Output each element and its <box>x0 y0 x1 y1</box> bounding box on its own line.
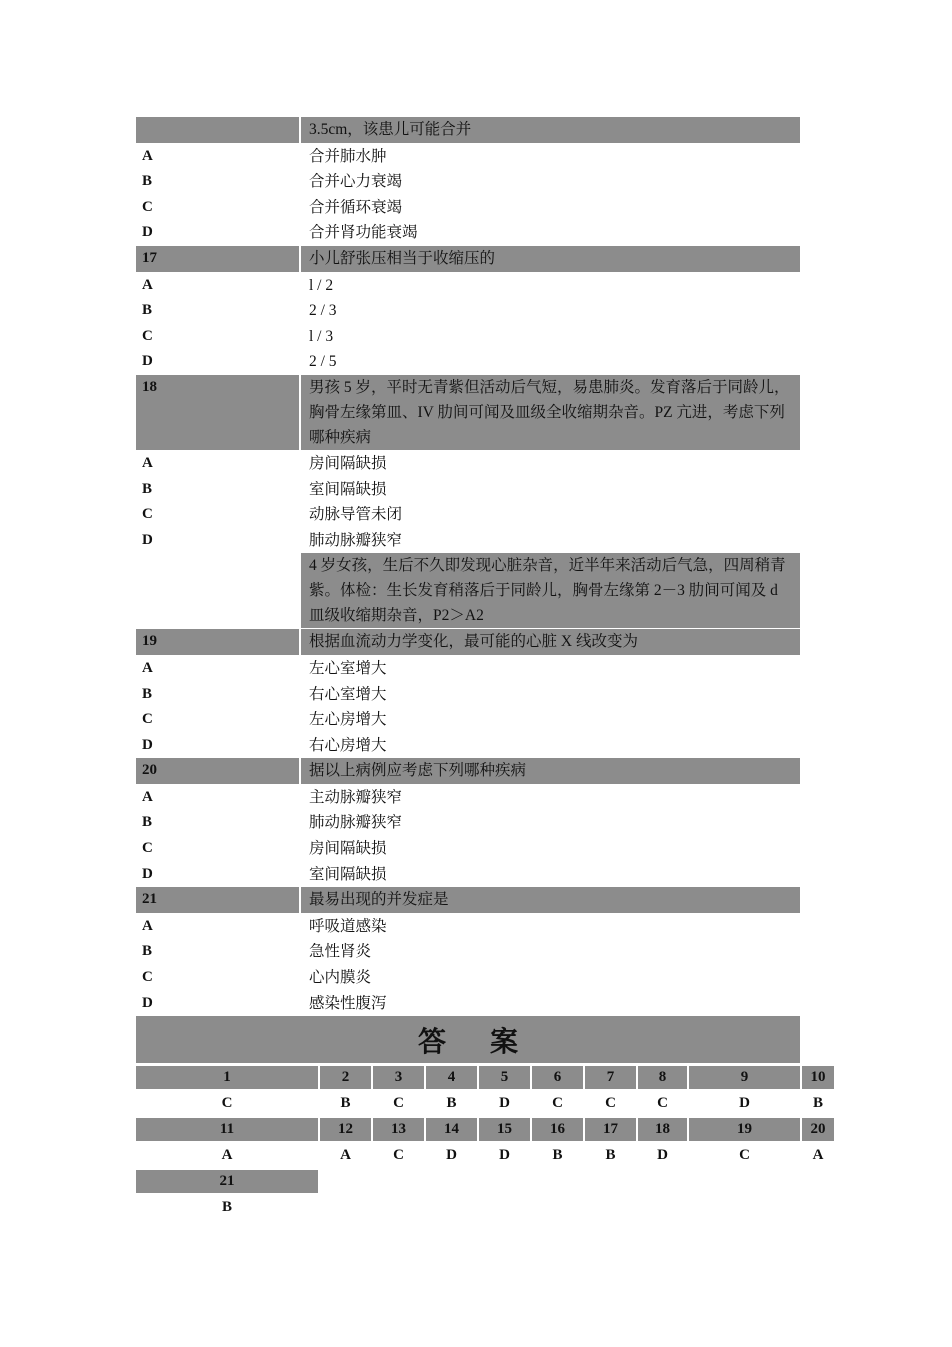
question-table <box>136 117 800 1016</box>
question-text: 据以上病例应考虑下列哪种疾病 <box>301 758 800 784</box>
option-letter: D <box>142 736 153 753</box>
option-letter: D <box>142 994 153 1011</box>
answer-question-number: 21 <box>136 1170 318 1193</box>
question-row <box>136 758 800 784</box>
answer-question-number: 10 <box>802 1066 834 1089</box>
option-text: 动脉导管未闭 <box>309 506 403 524</box>
option-row <box>136 144 800 170</box>
question-number <box>136 117 299 143</box>
option-row <box>136 939 800 965</box>
question-row <box>136 375 800 450</box>
option-letter: D <box>142 531 153 548</box>
option-text: 房间隔缺损 <box>309 454 387 472</box>
option-row <box>136 349 800 375</box>
answer-value: C <box>552 1095 563 1111</box>
answer-question-number: 16 <box>532 1118 583 1141</box>
option-row <box>136 914 800 940</box>
option-letter: D <box>142 224 153 241</box>
option-text: 合并循环衰竭 <box>309 198 403 216</box>
answer-question-number: 17 <box>585 1118 636 1141</box>
question-number: 19 <box>136 629 299 655</box>
answer-question-number: 9 <box>689 1066 800 1089</box>
option-row <box>136 733 800 759</box>
option-text: 主动脉瓣狭窄 <box>309 788 403 806</box>
option-text: 合并肾功能衰竭 <box>309 224 418 242</box>
option-letter: A <box>142 454 153 471</box>
option-letter: C <box>142 840 153 857</box>
answer-question-number: 4 <box>426 1066 477 1089</box>
option-letter: B <box>142 302 153 319</box>
answer-question-number: 15 <box>479 1118 530 1141</box>
answer-value: B <box>446 1095 457 1111</box>
answer-question-number: 19 <box>689 1118 800 1141</box>
question-number: 17 <box>136 246 299 272</box>
option-text: 右心室增大 <box>309 685 387 703</box>
answer-question-number: 3 <box>373 1066 424 1089</box>
question-text: 最易出现的并发症是 <box>301 887 800 913</box>
option-row <box>136 656 800 682</box>
option-letter: C <box>142 198 153 215</box>
option-row <box>136 451 800 477</box>
question-row <box>136 246 800 272</box>
option-row <box>136 836 800 862</box>
question-row <box>136 887 800 913</box>
option-text: 呼吸道感染 <box>309 917 387 935</box>
option-row <box>136 477 800 503</box>
answer-value: A <box>340 1147 351 1163</box>
answer-value: C <box>393 1095 404 1111</box>
option-letter: B <box>142 173 153 190</box>
option-row <box>136 862 800 888</box>
option-text: 房间隔缺损 <box>309 840 387 858</box>
option-row <box>136 298 800 324</box>
option-letter: B <box>142 814 153 831</box>
answer-value: A <box>812 1147 824 1163</box>
option-letter: A <box>142 917 153 934</box>
option-letter: C <box>142 327 153 344</box>
answer-value: D <box>446 1147 457 1163</box>
question-number: 18 <box>136 375 299 450</box>
option-text: 合并肺水肿 <box>309 147 387 165</box>
option-text: 合并心力衰竭 <box>309 173 403 191</box>
option-letter: A <box>142 276 153 293</box>
answer-value: B <box>221 1199 232 1215</box>
answer-question-number: 11 <box>136 1118 318 1141</box>
question-number <box>136 553 299 628</box>
option-letter: D <box>142 353 153 370</box>
option-text: 右心房增大 <box>309 736 387 754</box>
option-row <box>136 220 800 246</box>
option-letter: A <box>142 788 153 805</box>
answer-value: C <box>739 1147 750 1163</box>
option-row <box>136 682 800 708</box>
answer-value: C <box>221 1095 233 1111</box>
option-text: 左心室增大 <box>309 659 387 677</box>
answer-value: B <box>552 1147 563 1163</box>
answer-question-number: 14 <box>426 1118 477 1141</box>
option-row <box>136 785 800 811</box>
option-letter: C <box>142 969 153 986</box>
answer-value: A <box>221 1147 233 1163</box>
option-letter: A <box>142 147 153 164</box>
question-row <box>136 553 800 628</box>
question-row <box>136 117 800 143</box>
option-text: 急性肾炎 <box>309 943 372 961</box>
option-row <box>136 965 800 991</box>
option-row <box>136 528 800 554</box>
option-text: 心内膜炎 <box>309 969 372 987</box>
question-number: 20 <box>136 758 299 784</box>
option-row <box>136 273 800 299</box>
option-text: 左心房增大 <box>309 711 387 729</box>
option-text: 室间隔缺损 <box>309 865 387 883</box>
answer-value: D <box>657 1147 668 1163</box>
option-letter: A <box>142 659 153 676</box>
answer-question-number: 12 <box>320 1118 371 1141</box>
option-text: 室间隔缺损 <box>309 480 387 498</box>
answer-value: B <box>605 1147 616 1163</box>
option-row <box>136 324 800 350</box>
option-letter: D <box>142 865 153 882</box>
option-row <box>136 991 800 1017</box>
answer-value: C <box>657 1095 668 1111</box>
answer-question-number: 8 <box>638 1066 687 1089</box>
answer-question-number: 1 <box>136 1066 318 1089</box>
answer-question-number: 18 <box>638 1118 687 1141</box>
question-text: 男孩 5 岁，平时无青紫但活动后气短，易患肺炎。发育落后于同龄儿，胸骨左缘第皿、IV 肋间可闻及皿级全收缩期杂音。PZ 亢进，考虑下列哪种疾病 <box>301 375 800 450</box>
answer-value: B <box>340 1095 351 1111</box>
answer-value: C <box>393 1147 404 1163</box>
question-text: 4 岁女孩，生后不久即发现心脏杂音，近半年来活动后气急，四周稍青紫。体检：生长发育稍落后于同龄儿，胸骨左缘第 2－3 肋间可闻及 d 皿级收缩期杂音，P2＞A2 <box>301 553 800 628</box>
answer-value: B <box>812 1095 823 1111</box>
answer-value: C <box>605 1095 616 1111</box>
answer-question-number: 6 <box>532 1066 583 1089</box>
answer-value: D <box>499 1095 510 1111</box>
option-letter: C <box>142 711 153 728</box>
option-text: l / 2 <box>309 276 334 294</box>
option-text: 肺动脉瓣狭窄 <box>309 531 403 549</box>
answer-question-number: 7 <box>585 1066 636 1089</box>
question-text: 小儿舒张压相当于收缩压的 <box>301 246 800 272</box>
option-row <box>136 195 800 221</box>
question-number: 21 <box>136 887 299 913</box>
question-text: 3.5cm，该患儿可能合并 <box>301 117 800 143</box>
answer-title: 答案 <box>136 1016 800 1063</box>
option-letter: B <box>142 943 153 960</box>
answer-value: D <box>499 1147 510 1163</box>
option-row <box>136 502 800 528</box>
option-letter: C <box>142 506 153 523</box>
answer-question-number: 5 <box>479 1066 530 1089</box>
answer-value: D <box>739 1095 750 1111</box>
option-row <box>136 707 800 733</box>
answer-question-number: 20 <box>802 1118 834 1141</box>
answer-question-number: 13 <box>373 1118 424 1141</box>
option-text: l / 3 <box>309 327 334 345</box>
option-text: 感染性腹泻 <box>309 994 387 1012</box>
question-row <box>136 629 800 655</box>
option-letter: B <box>142 480 153 497</box>
option-letter: B <box>142 685 153 702</box>
option-text: 2 / 3 <box>309 302 337 320</box>
option-text: 2 / 5 <box>309 353 337 371</box>
option-text: 肺动脉瓣狭窄 <box>309 814 403 832</box>
question-text: 根据血流动力学变化，最可能的心脏 X 线改变为 <box>301 629 800 655</box>
option-row <box>136 810 800 836</box>
option-row <box>136 169 800 195</box>
answer-question-number: 2 <box>320 1066 371 1089</box>
